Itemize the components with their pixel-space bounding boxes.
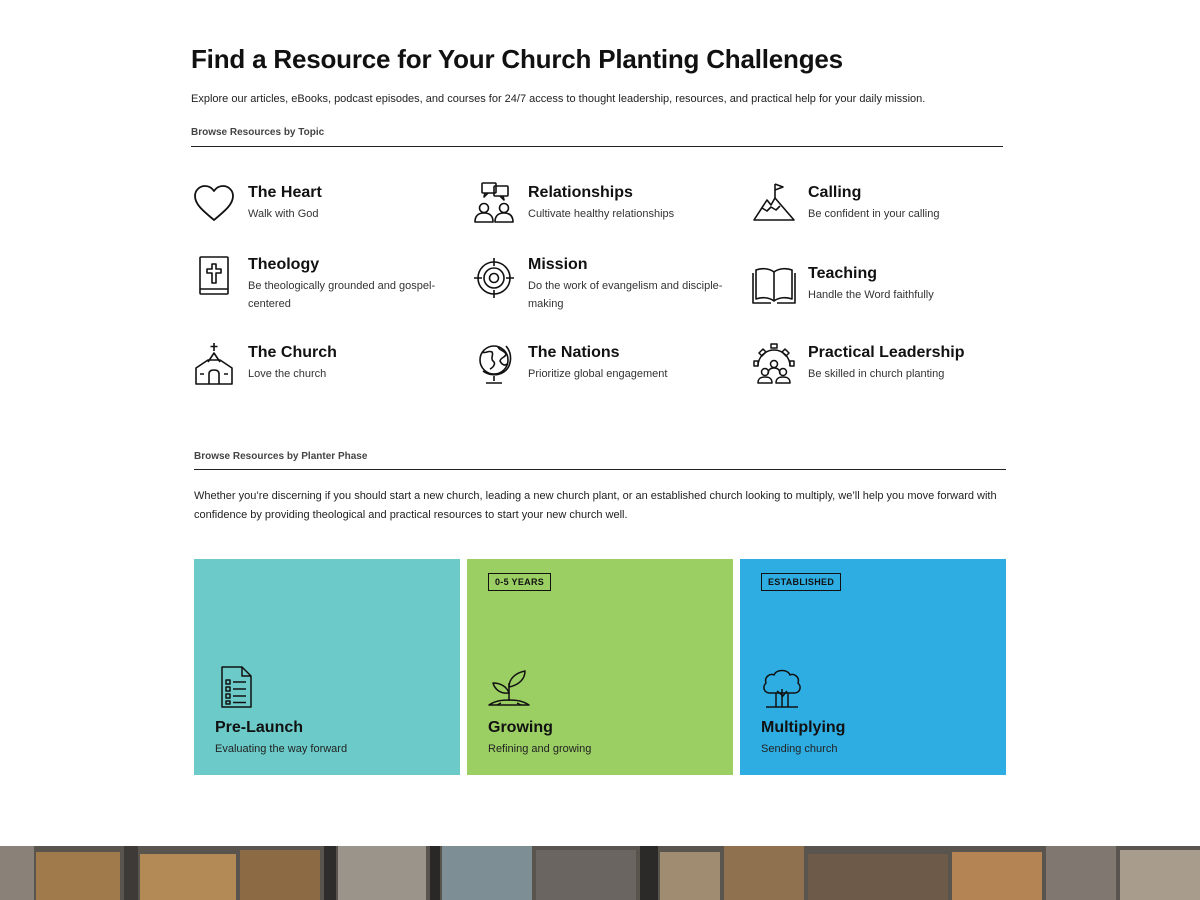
topic-the-church[interactable] — [192, 342, 448, 386]
topic-mission[interactable] — [472, 254, 728, 313]
page-title: Find a Resource for Your Church Planting Challenges — [191, 44, 843, 74]
topic-practical-leadership[interactable] — [752, 342, 1008, 386]
topic-teaching[interactable] — [752, 263, 1008, 307]
topic-desc: Prioritize global engagement — [528, 368, 668, 380]
topic-title: Relationships — [528, 184, 633, 201]
topic-desc: Handle the Word faithfully — [808, 289, 934, 301]
topic-the-nations[interactable] — [472, 342, 728, 386]
topic-desc: Be confident in your calling — [808, 208, 940, 220]
topic-desc: Do the work of evangelism and disciple-making — [528, 280, 723, 310]
target-icon — [472, 254, 516, 298]
topic-relationships[interactable] — [472, 182, 728, 226]
phase-divider — [194, 469, 1006, 470]
globe-icon — [472, 342, 516, 386]
phase-intro: Whether you’re discerning if you should start a new church, leading a new church plant, or an established church looking to multiply, we’ll help you move forward with confidence by providing theological and practical resources to start your new church well. — [194, 490, 997, 521]
phase-desc: Sending church — [761, 743, 838, 755]
checklist-icon — [214, 665, 258, 709]
topic-desc: Be theologically grounded and gospel-centered — [248, 280, 436, 310]
phase-title: Multiplying — [761, 719, 846, 736]
topic-title: Theology — [248, 256, 320, 273]
relationships-icon — [472, 182, 516, 226]
phase-desc: Evaluating the way forward — [215, 743, 348, 755]
heart-icon — [192, 182, 236, 226]
topic-title: Calling — [808, 184, 862, 201]
topic-title: The Nations — [528, 344, 620, 361]
tree-icon — [760, 665, 804, 709]
topics-divider — [191, 146, 1003, 147]
topic-theology[interactable] — [192, 254, 448, 313]
phase-title: Growing — [488, 719, 553, 736]
topic-desc: Cultivate healthy relationships — [528, 208, 675, 220]
church-icon — [192, 342, 236, 386]
topics-section-label: Browse Resources by Topic — [191, 127, 325, 138]
phase-card-growing[interactable] — [467, 559, 733, 775]
topic-title: Teaching — [808, 265, 878, 282]
topic-desc: Love the church — [248, 368, 327, 380]
topic-title: The Church — [248, 344, 337, 361]
phase-section-label: Browse Resources by Planter Phase — [194, 451, 368, 462]
phase-desc: Refining and growing — [488, 743, 592, 755]
phase-card-multiplying[interactable] — [740, 559, 1006, 775]
page-intro: Explore our articles, eBooks, podcast episodes, and courses for 24/7 access to thought leadership, resources, and practical help for your daily mission. — [191, 93, 926, 105]
topic-title: The Heart — [248, 184, 322, 201]
bible-icon — [192, 254, 236, 298]
sprout-icon — [487, 665, 531, 709]
topic-the-heart[interactable] — [192, 182, 448, 226]
phase-title: Pre-Launch — [215, 719, 304, 736]
team-gear-icon — [752, 342, 796, 386]
topic-calling[interactable] — [752, 182, 1008, 226]
phase-card-pre-launch[interactable] — [194, 559, 460, 775]
topic-title: Mission — [528, 256, 588, 273]
aerial-rooftops-image — [0, 846, 1200, 900]
topic-desc: Walk with God — [248, 208, 319, 220]
mountain-flag-icon — [752, 182, 796, 226]
topic-desc: Be skilled in church planting — [808, 368, 945, 380]
phase-badge: ESTABLISHED — [761, 573, 841, 591]
topic-title: Practical Leadership — [808, 344, 965, 361]
phase-badge: 0-5 YEARS — [488, 573, 551, 591]
open-book-icon — [752, 263, 796, 307]
